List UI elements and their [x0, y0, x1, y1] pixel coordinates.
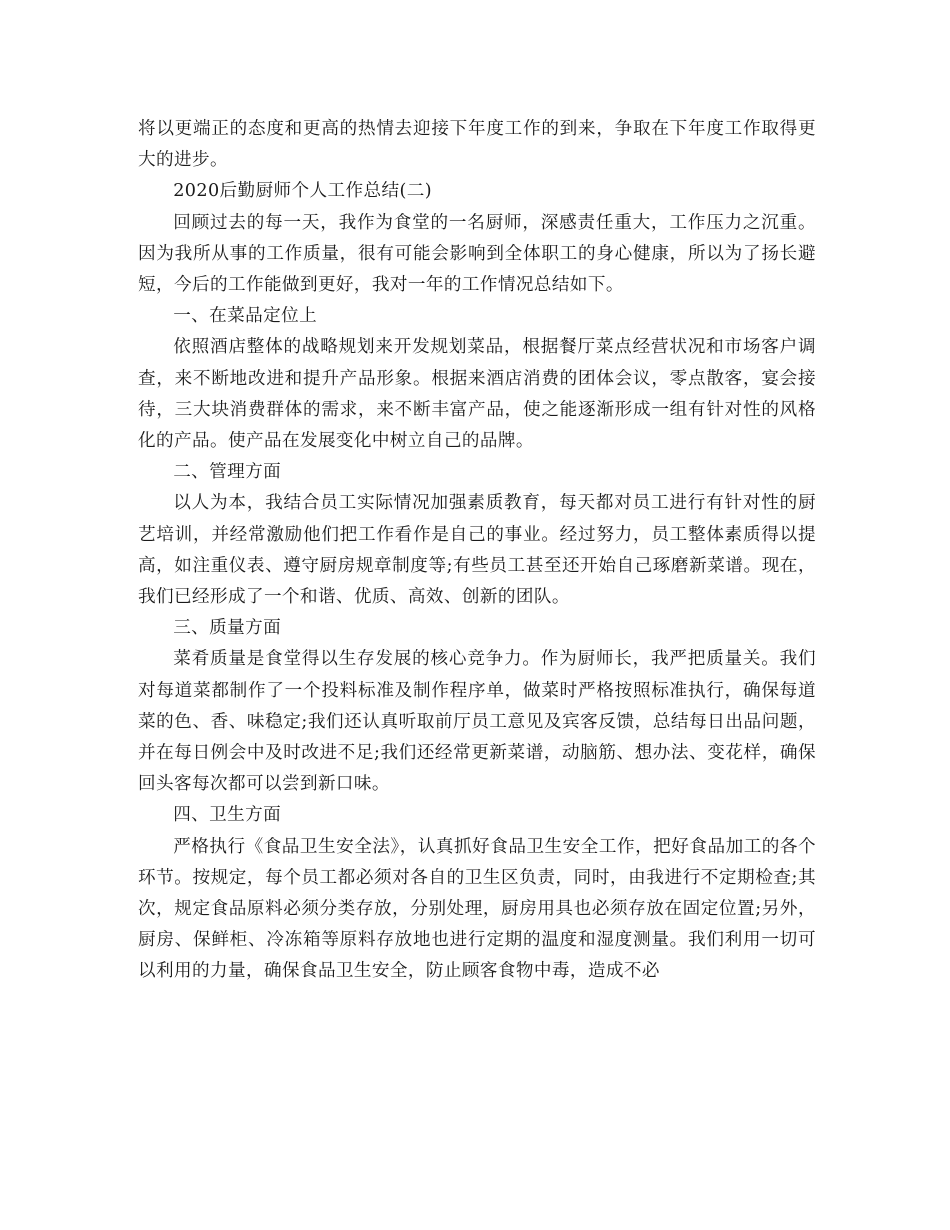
heading-quality: 三、质量方面: [173, 618, 282, 639]
document-body: [138, 114, 816, 988]
heading-dish-positioning: 一、在菜品定位上: [173, 306, 318, 327]
paragraph-dish-positioning: 依照酒店整体的战略规划来开发规划菜品，根据餐厅菜点经营状况和市场客户调查，来不断地改进和提升产品形象。根据来酒店消费的团体会议，零点散客，宴会接待，三大块消费群体的需求，来不断丰富产品，使之能逐渐形成一组有针对性的风格化的产品。使产品在发展变化中树立自己的品牌。: [138, 337, 816, 452]
paragraph-intro: 回顾过去的每一天，我作为食堂的一名厨师，深感责任重大，工作压力之沉重。因为我所从事的工作质量，很有可能会影响到全体职工的身心健康，所以为了扬长避短，今后的工作能做到更好，我对一年的工作情况总结如下。: [138, 212, 816, 296]
section-title: 2020后勤厨师个人工作总结(二): [173, 181, 433, 202]
paragraph-quality: 菜肴质量是食堂得以生存发展的核心竞争力。作为厨师长，我严把质量关。我们对每道菜都制作了一个投料标准及制作程序单，做菜时严格按照标准执行，确保每道菜的色、香、味稳定;我们还认真听取前厅员工意见及宾客反馈，总结每日出品问题，并在每日例会中及时改进不足;我们还经常更新菜谱，动脑筋、想办法、变花样，确保回头客每次都可以尝到新口味。: [138, 649, 816, 795]
paragraph-management: 以人为本，我结合员工实际情况加强素质教育，每天都对员工进行有针对性的厨艺培训，并经常激励他们把工作看作是自己的事业。经过努力，员工整体素质得以提高，如注重仪表、遵守厨房规章制度等;有些员工甚至还开始自己琢磨新菜谱。现在，我们已经形成了一个和谐、优质、高效、创新的团队。: [138, 493, 816, 608]
heading-management: 二、管理方面: [173, 462, 282, 483]
heading-hygiene: 四、卫生方面: [173, 805, 282, 826]
paragraph-hygiene: 严格执行《食品卫生安全法》，认真抓好食品卫生安全工作，把好食品加工的各个环节。按规定，每个员工都必须对各自的卫生区负责，同时，由我进行不定期检查;其次，规定食品原料必须分类存放，分别处理，厨房用具也必须存放在固定位置;另外，厨房、保鲜柜、冷冻箱等原料存放地也进行定期的温度和湿度测量。我们利用一切可以利用的力量，确保食品卫生安全，防止顾客食物中毒，造成不必: [138, 836, 816, 982]
paragraph-continuation: 将以更端正的态度和更高的热情去迎接下年度工作的到来，争取在下年度工作取得更大的进步。: [138, 119, 816, 171]
